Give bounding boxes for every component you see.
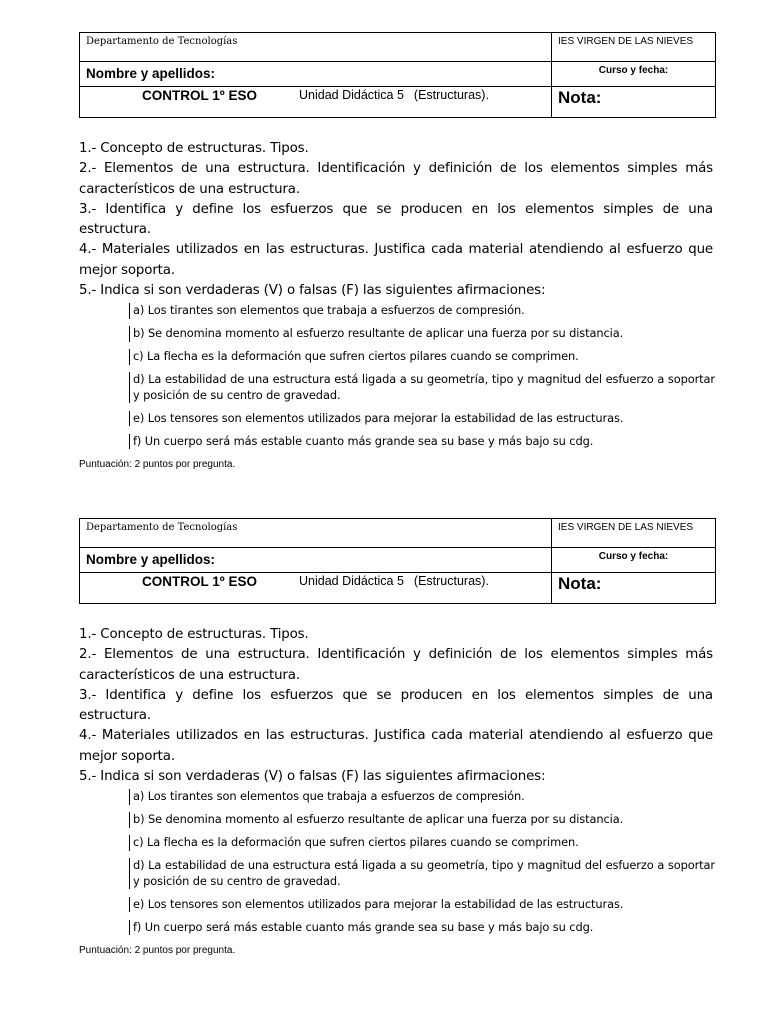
statement-c: c) La flecha es la deformación que sufren ciertos pilares cuando se comprimen.	[129, 835, 715, 850]
unit-title	[299, 88, 489, 102]
question-list	[79, 625, 713, 787]
department-label: Departamento de Tecnologías	[86, 36, 238, 47]
grade-label: Nota:	[558, 88, 602, 107]
true-false-statements	[79, 789, 715, 935]
question-4: 4.- Materiales utilizados en las estructuras. Justifica cada material atendiendo al esfuerzo que mejor soporta.	[79, 728, 713, 764]
statement-e: e) Los tensores son elementos utilizados para mejorar la estabilidad de las estructuras.	[129, 897, 715, 912]
question-5: 5.- Indica si son verdaderas (V) o falsas (F) las siguientes afirmaciones:	[79, 769, 546, 785]
question-1: 1.- Concepto de estructuras. Tipos.	[79, 141, 309, 156]
statement-c: c) La flecha es la deformación que sufren ciertos pilares cuando se comprimen.	[129, 349, 715, 364]
scoring-note: Puntuación: 2 puntos por pregunta.	[79, 459, 236, 471]
unit-number: Unidad Didáctica 5	[299, 574, 404, 588]
course-date-label: Curso y fecha:	[598, 65, 669, 76]
true-false-statements	[79, 303, 715, 449]
exam-copy-2	[79, 518, 715, 956]
statement-f: f) Un cuerpo será más estable cuanto más grande sea su base y más bajo su cdg.	[129, 434, 715, 449]
school-label: IES VIRGEN DE LAS NIEVES	[558, 522, 694, 533]
question-3: 3.- Identifica y define los esfuerzos que se producen en los elementos simples de una estructura.	[79, 687, 713, 724]
exam-header-table	[79, 32, 716, 118]
unit-topic: (Estructuras).	[413, 88, 489, 102]
course-date-label: Curso y fecha:	[598, 551, 669, 562]
department-label: Departamento de Tecnologías	[86, 522, 238, 533]
statement-d: d) La estabilidad de una estructura está ligada a su geometría, tipo y magnitud del esfuerzo a soportar y posición de su centro de gravedad.	[129, 858, 715, 889]
name-field-label: Nombre y apellidos:	[86, 552, 216, 567]
statement-f: f) Un cuerpo será más estable cuanto más grande sea su base y más bajo su cdg.	[129, 920, 715, 935]
question-4: 4.- Materiales utilizados en las estructuras. Justifica cada material atendiendo al esfuerzo que mejor soporta.	[79, 242, 713, 278]
statement-e: e) Los tensores son elementos utilizados para mejorar la estabilidad de las estructuras.	[129, 411, 715, 426]
scoring-note: Puntuación: 2 puntos por pregunta.	[79, 945, 236, 957]
statement-b: b) Se denomina momento al esfuerzo resultante de aplicar una fuerza por su distancia.	[129, 326, 715, 341]
question-2: 2.- Elementos de una estructura. Identificación y definición de los elementos simples más característicos de una estructura.	[79, 161, 713, 197]
grade-label: Nota:	[558, 574, 602, 593]
name-field-label: Nombre y apellidos:	[86, 66, 216, 81]
school-label: IES VIRGEN DE LAS NIEVES	[558, 36, 694, 47]
unit-topic: (Estructuras).	[413, 574, 489, 588]
statement-b: b) Se denomina momento al esfuerzo resultante de aplicar una fuerza por su distancia.	[129, 812, 715, 827]
unit-title	[299, 574, 489, 588]
question-2: 2.- Elementos de una estructura. Identificación y definición de los elementos simples más característicos de una estructura.	[79, 647, 713, 683]
control-title: CONTROL 1º ESO	[142, 574, 257, 589]
question-3: 3.- Identifica y define los esfuerzos que se producen en los elementos simples de una estructura.	[79, 201, 713, 238]
question-5: 5.- Indica si son verdaderas (V) o falsas (F) las siguientes afirmaciones:	[79, 283, 546, 299]
statement-d: d) La estabilidad de una estructura está ligada a su geometría, tipo y magnitud del esfuerzo a soportar y posición de su centro de gravedad.	[129, 372, 715, 403]
exam-header-table	[79, 518, 716, 604]
statement-a: a) Los tirantes son elementos que trabaja a esfuerzos de compresión.	[129, 789, 715, 804]
statement-a: a) Los tirantes son elementos que trabaja a esfuerzos de compresión.	[129, 303, 715, 318]
exam-copy-1	[79, 32, 715, 470]
question-list	[79, 139, 713, 301]
unit-number: Unidad Didáctica 5	[299, 88, 404, 102]
question-1: 1.- Concepto de estructuras. Tipos.	[79, 627, 309, 642]
control-title: CONTROL 1º ESO	[142, 88, 257, 103]
